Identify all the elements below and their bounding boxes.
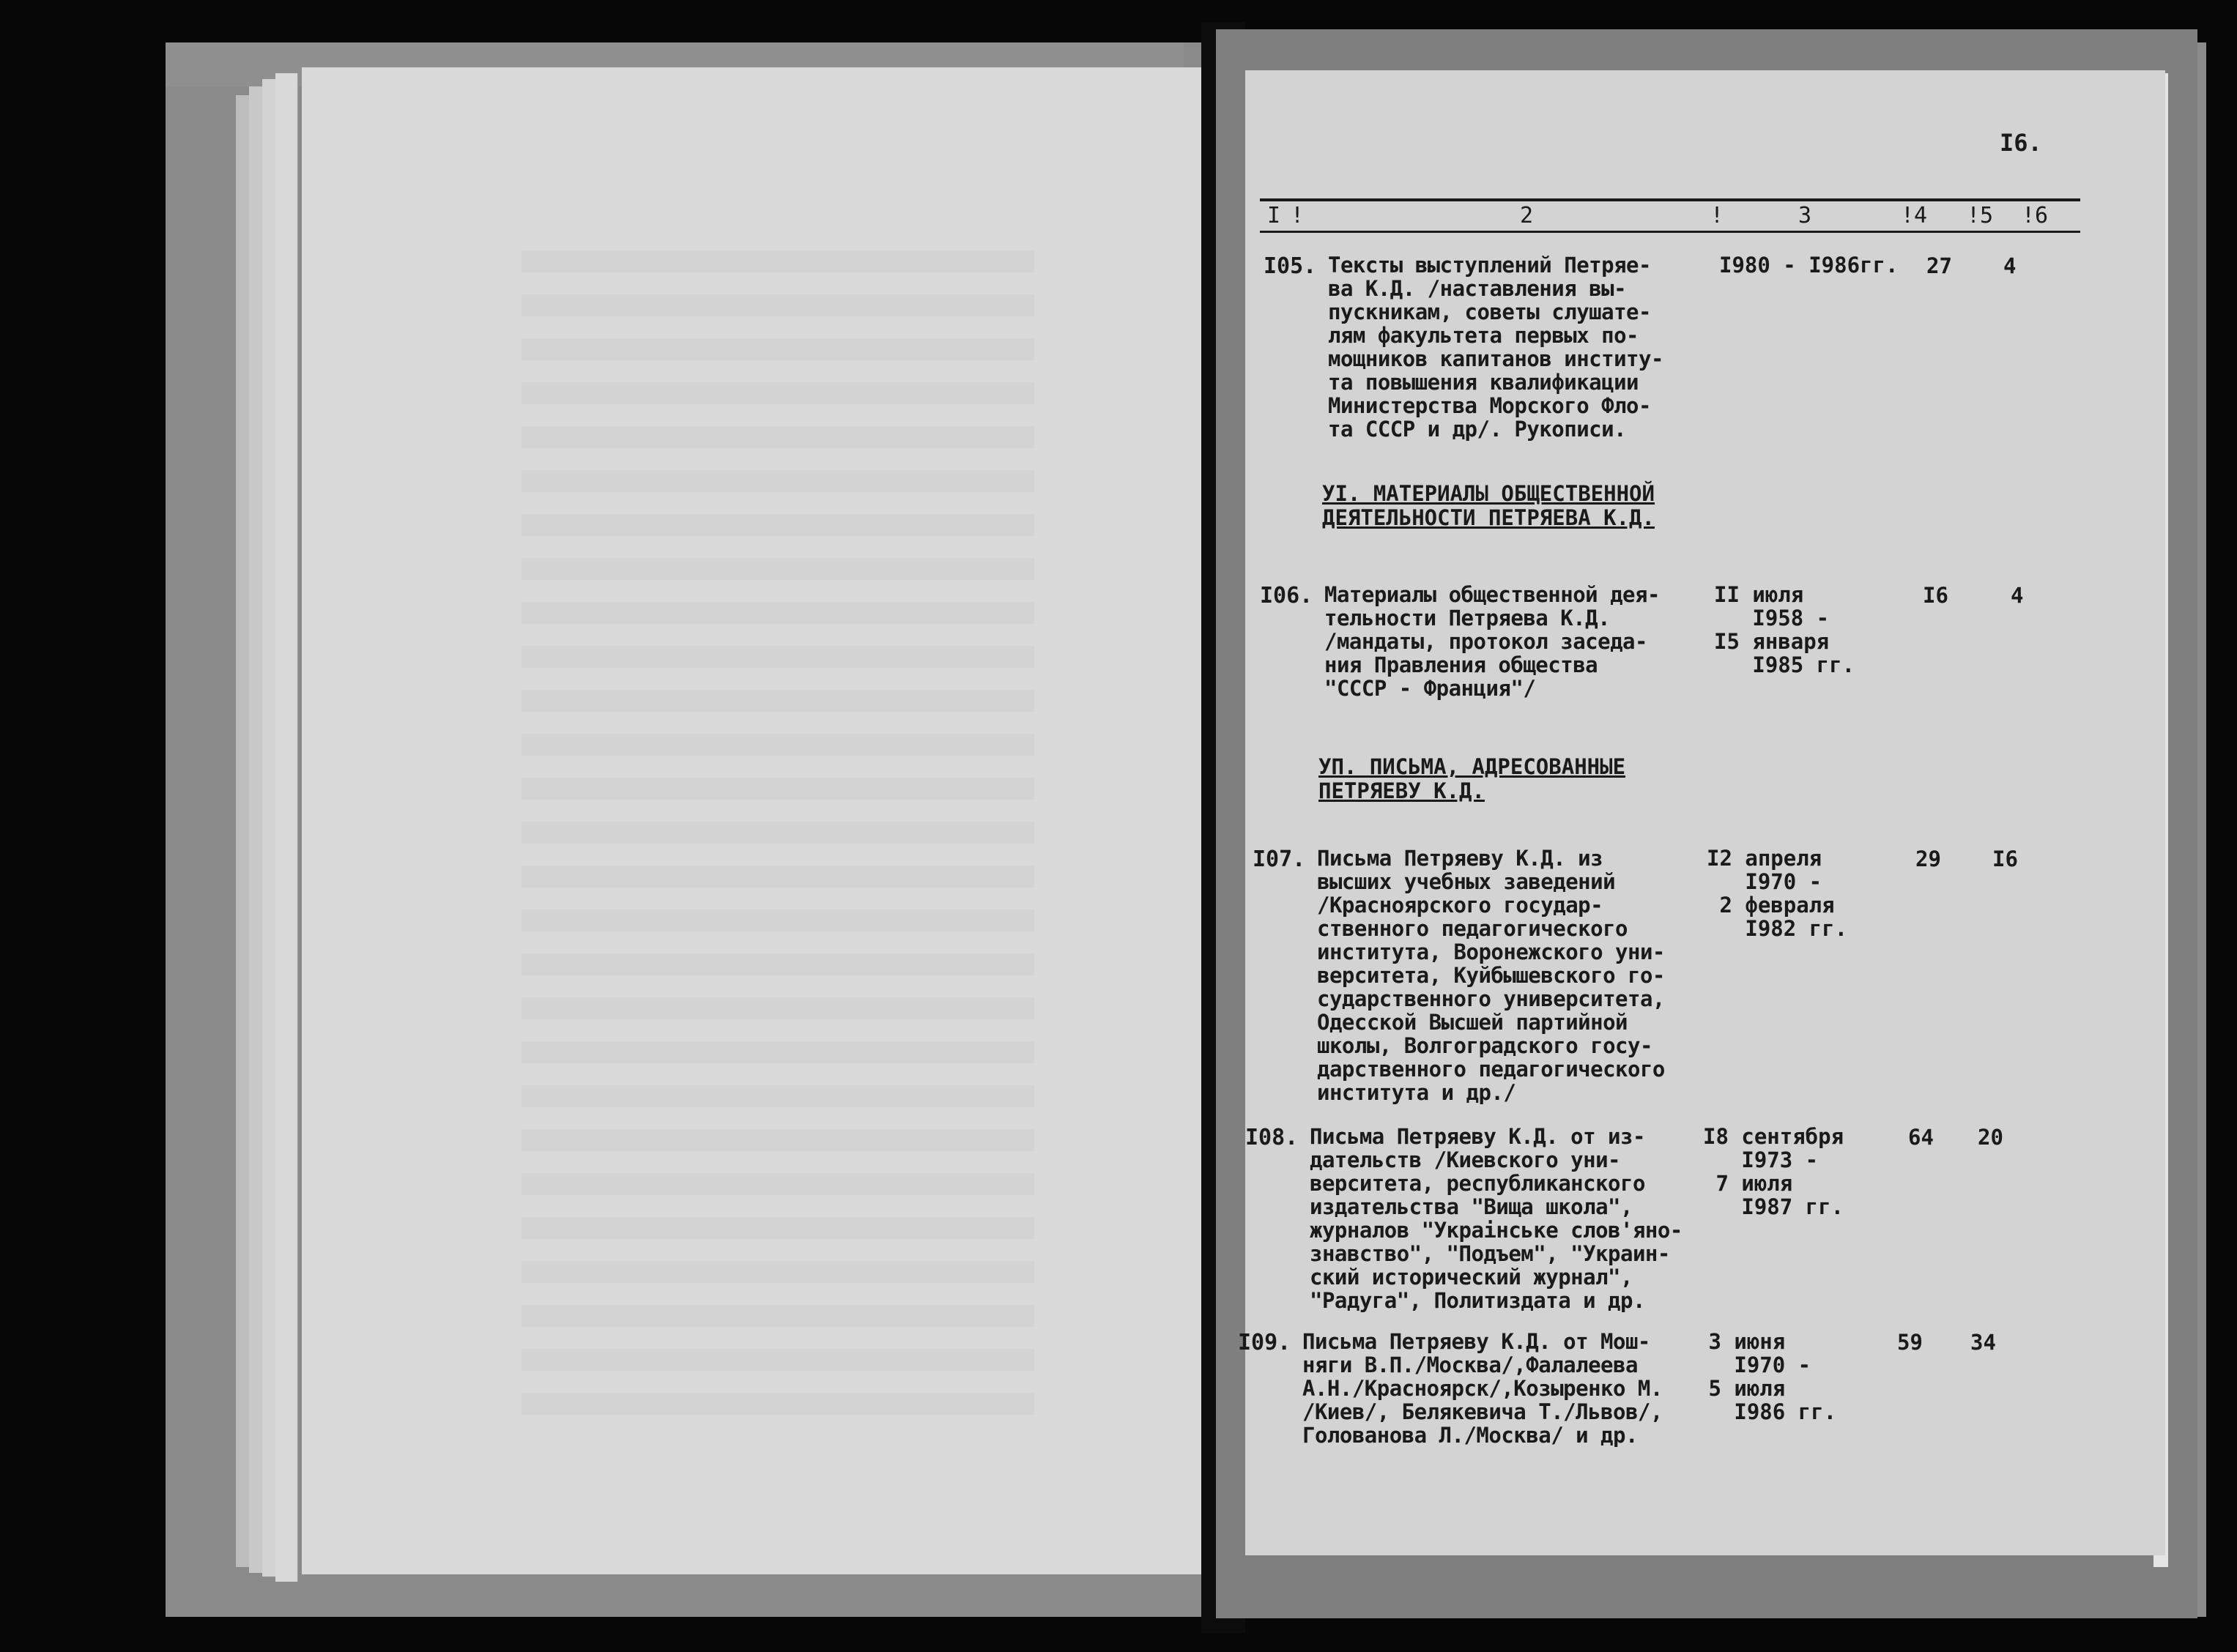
section-heading: УП. ПИСЬМА, АДРЕСОВАННЫЕ ПЕТРЯЕВУ К.Д.: [1318, 754, 1626, 803]
show-through-text: [522, 250, 1034, 1422]
col-header-6: !6: [2022, 203, 2049, 228]
entry-sheets: 64: [1908, 1125, 1934, 1150]
entry-dates: I8 сентября I973 - 7 июля I987 гг.: [1703, 1124, 1844, 1219]
entry-dates: I980 - I986гг.: [1719, 253, 1899, 278]
entry-dates: I2 апреля I970 - 2 февраля I982 гг.: [1707, 846, 1848, 941]
col-header-5: !5: [1967, 203, 1994, 228]
col-header-4: !4: [1901, 203, 1928, 228]
entry-description: Письма Петряеву К.Д. из высших учебных заведений /Красноярского государ- ственного педагогического института, Воронежского уни- верситета, Куйбышевского го- сударственного университета, Одесской Высшей партийной школы, Волгоградского госу- дарственного педагогического института и др./: [1317, 846, 1665, 1105]
entry-count: 34: [1970, 1330, 1996, 1355]
col-header-sep: !: [1710, 203, 1724, 228]
page-stack-edge: [275, 73, 298, 1582]
entry-description: Тексты выступлений Петряе- ва К.Д. /наставления вы- пускникам, советы слушате- лям факультета первых по- мощников капитанов институ- та повышения квалификации Министерства Морского Фло- та СССР и др/. Рукописи.: [1328, 253, 1663, 442]
entry-count: 4: [2003, 253, 2017, 278]
col-header-1: I: [1267, 203, 1281, 228]
entry-description: Материалы общественной дея- тельности Петряева К.Д. /мандаты, протокол заседа- ния Правления общества "СССР - Франция"/: [1324, 582, 1660, 701]
entry-sheets: 59: [1897, 1330, 1923, 1355]
right-inventory-page: [1238, 70, 2165, 1555]
entry-count: 4: [2011, 583, 2024, 608]
entry-description: Письма Петряеву К.Д. от из- дательств /Киевского уни- верситета, республиканского издательства "Вища школа", журналов "Украiнське слов'яно- знавство", "Подъем", "Украин- ский исторический журнал", "Радуга", Политиздата и др.: [1310, 1124, 1683, 1313]
entry-number: I08.: [1245, 1125, 1299, 1150]
col-header-2: 2: [1520, 203, 1534, 228]
section-heading: УI. МАТЕРИАЛЫ ОБЩЕСТВЕННОЙ ДЕЯТЕЛЬНОСТИ ПЕТРЯЕВА К.Д.: [1322, 481, 1655, 530]
col-header-3: 3: [1798, 203, 1812, 228]
entry-sheets: 27: [1926, 253, 1952, 278]
entry-dates: 3 июня I970 - 5 июля I986 гг.: [1708, 1329, 1837, 1424]
page-number: I6.: [2000, 129, 2042, 157]
entry-dates: II июля I958 - I5 января I985 гг.: [1714, 582, 1855, 677]
entry-number: I06.: [1260, 583, 1313, 609]
col-header-sep: !: [1291, 203, 1305, 228]
entry-count: 20: [1978, 1125, 2003, 1150]
entry-sheets: I6: [1923, 583, 1948, 608]
entry-number: I05.: [1264, 253, 1317, 279]
entry-description: Письма Петряеву К.Д. от Мош- няги В.П./Москва/,Фалалеева А.Н./Красноярск/,Козыренко М. /Киев/, Белякевича Т./Львов/, Голованова Л./Москва/ и др.: [1302, 1329, 1663, 1448]
entry-count: I6: [1992, 847, 2018, 871]
entry-number: I07.: [1253, 847, 1306, 872]
column-header-row: [1260, 198, 2080, 233]
entry-sheets: 29: [1915, 847, 1941, 871]
left-blank-page: [302, 67, 1201, 1574]
entry-number: I09.: [1238, 1330, 1291, 1355]
